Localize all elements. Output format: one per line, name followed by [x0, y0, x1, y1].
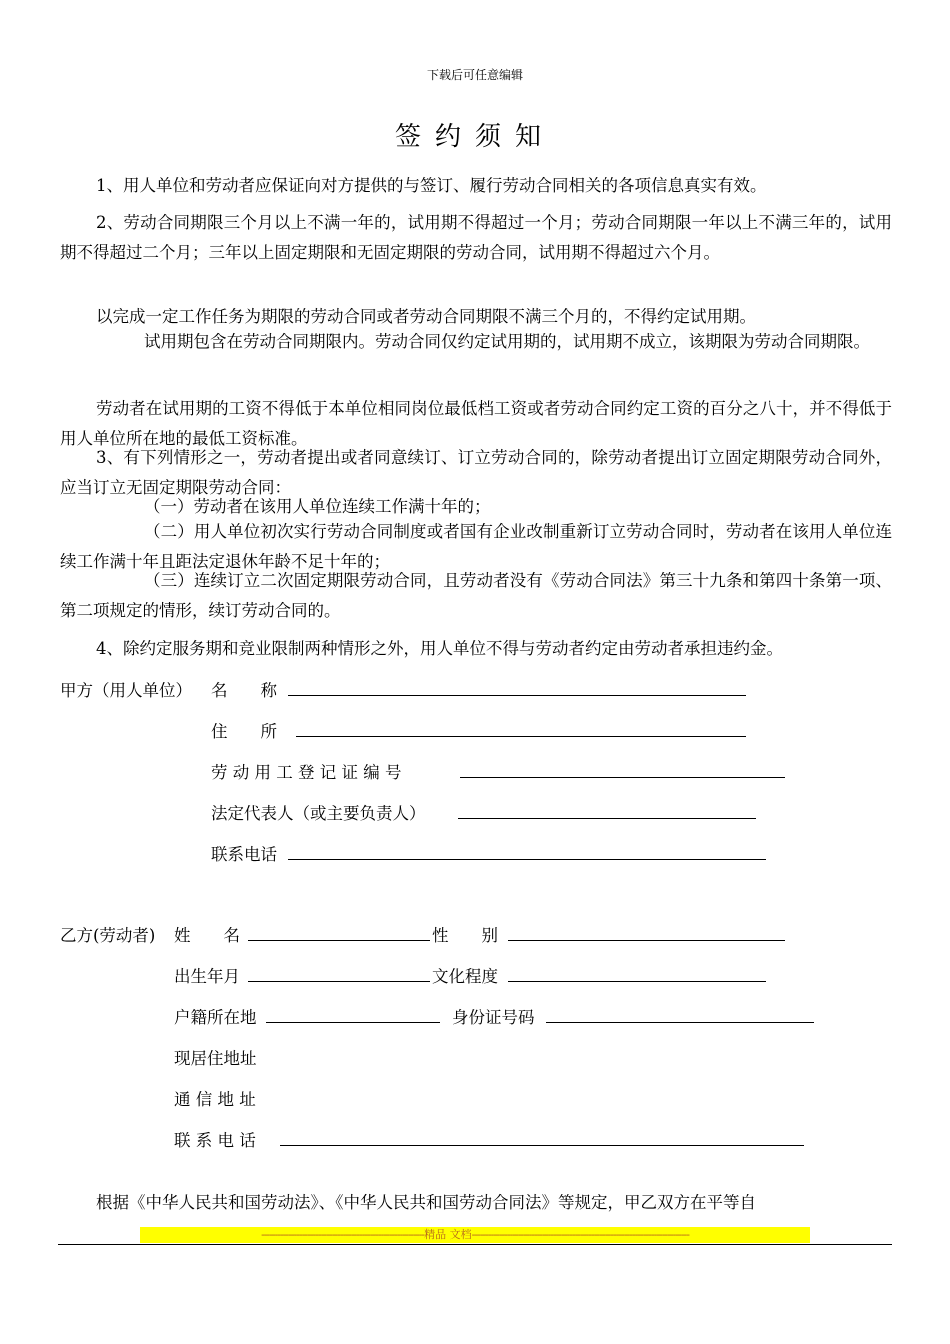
party-b-residence-label: 现居住地址 [174, 1049, 257, 1068]
clause-3-item-3: （三）连续订立二次固定期限劳动合同，且劳动者没有《劳动合同法》第三十九条和第四十条第一项、第二项规定的情形，续订劳动合同的。 [60, 571, 892, 620]
party-b-phone-label: 联 系 电 话 [174, 1131, 256, 1150]
party-b-id-field[interactable] [546, 1022, 814, 1023]
footer-right-dashes: -------------------------------------------------------------------------------- [471, 1228, 689, 1241]
clause-4: 4、除约定服务期和竞业限制两种情形之外，用人单位不得与劳动者约定由劳动者承担违约金。 [96, 639, 783, 658]
party-b-birth-label: 出生年月 [174, 967, 240, 986]
footer-left-dashes: ------------------------------------------------------------ [261, 1228, 425, 1241]
party-a-phone-label: 联系电话 [211, 845, 277, 864]
clause-2-probation-wage: 劳动者在试用期的工资不得低于本单位相同岗位最低档工资或者劳动合同约定工资的百分之八十，并不得低于用人单位所在地的最低工资标准。 [60, 399, 892, 448]
footer-text: 精品 文档 [424, 1228, 472, 1241]
clause-3: 3、有下列情形之一，劳动者提出或者同意续订、订立劳动合同的，除劳动者提出订立固定期限劳动合同外，应当订立无固定期限劳动合同： [60, 448, 892, 497]
clause-1: 1、用人单位和劳动者应保证向对方提供的与签订、履行劳动合同相关的各项信息真实有效。 [96, 176, 767, 195]
header-note: 下载后可任意编辑 [426, 68, 523, 82]
party-a-address-field[interactable] [296, 736, 746, 737]
party-b-birth-field[interactable] [248, 981, 430, 982]
party-b-mail-label: 通 信 地 址 [174, 1090, 256, 1109]
party-a-legal-rep-label: 法定代表人（或主要负责人） [211, 804, 426, 823]
party-a-legal-rep-field[interactable] [458, 818, 756, 819]
clause-3-item-2: （二）用人单位初次实行劳动合同制度或者国有企业改制重新订立劳动合同时，劳动者在该用人单位连续工作满十年且距法定退休年龄不足十年的； [60, 522, 892, 571]
party-b-household-field[interactable] [266, 1022, 440, 1023]
party-a-name-field[interactable] [288, 695, 746, 696]
clause-2: 2、劳动合同期限三个月以上不满一年的，试用期不得超过一个月；劳动合同期限一年以上不满三年的，试用期不得超过二个月；三年以上固定期限和无固定期限的劳动合同，试用期不得超过六个月。 [60, 213, 892, 262]
clause-3-item-1: （一）劳动者在该用人单位连续工作满十年的； [144, 497, 491, 516]
closing-paragraph: 根据《中华人民共和国劳动法》、《中华人民共和国劳动合同法》等规定，甲乙双方在平等自 [96, 1193, 756, 1212]
footer-divider [58, 1244, 892, 1245]
party-a-registration-label: 劳 动 用 工 登 记 证 编 号 [211, 763, 402, 782]
party-b-phone-field[interactable] [280, 1145, 804, 1146]
party-b-name-label: 姓 名 [174, 926, 240, 945]
party-b-education-label: 文化程度 [432, 967, 498, 986]
party-a-address-label: 住 所 [211, 722, 277, 741]
party-a-phone-field[interactable] [288, 859, 766, 860]
clause-2-no-probation: 以完成一定工作任务为期限的劳动合同或者劳动合同期限不满三个月的，不得约定试用期。 [96, 307, 756, 326]
party-b-label: 乙方(劳动者) [60, 926, 156, 945]
party-a-name-label: 名 称 [211, 681, 277, 700]
page-title: 签约须知 [394, 122, 555, 152]
party-b-name-field[interactable] [248, 940, 430, 941]
party-a-label: 甲方（用人单位） [60, 681, 192, 700]
party-b-education-field[interactable] [508, 981, 766, 982]
party-b-gender-field[interactable] [508, 940, 785, 941]
footer-band [140, 1227, 810, 1243]
clause-2-probation-within-term: 试用期包含在劳动合同期限内。劳动合同仅约定试用期的，试用期不成立，该期限为劳动合同期限。 [144, 332, 870, 351]
party-a-registration-field[interactable] [460, 777, 785, 778]
party-b-id-label: 身份证号码 [452, 1008, 535, 1027]
party-b-gender-label: 性 别 [432, 926, 498, 945]
party-b-household-label: 户籍所在地 [174, 1008, 257, 1027]
